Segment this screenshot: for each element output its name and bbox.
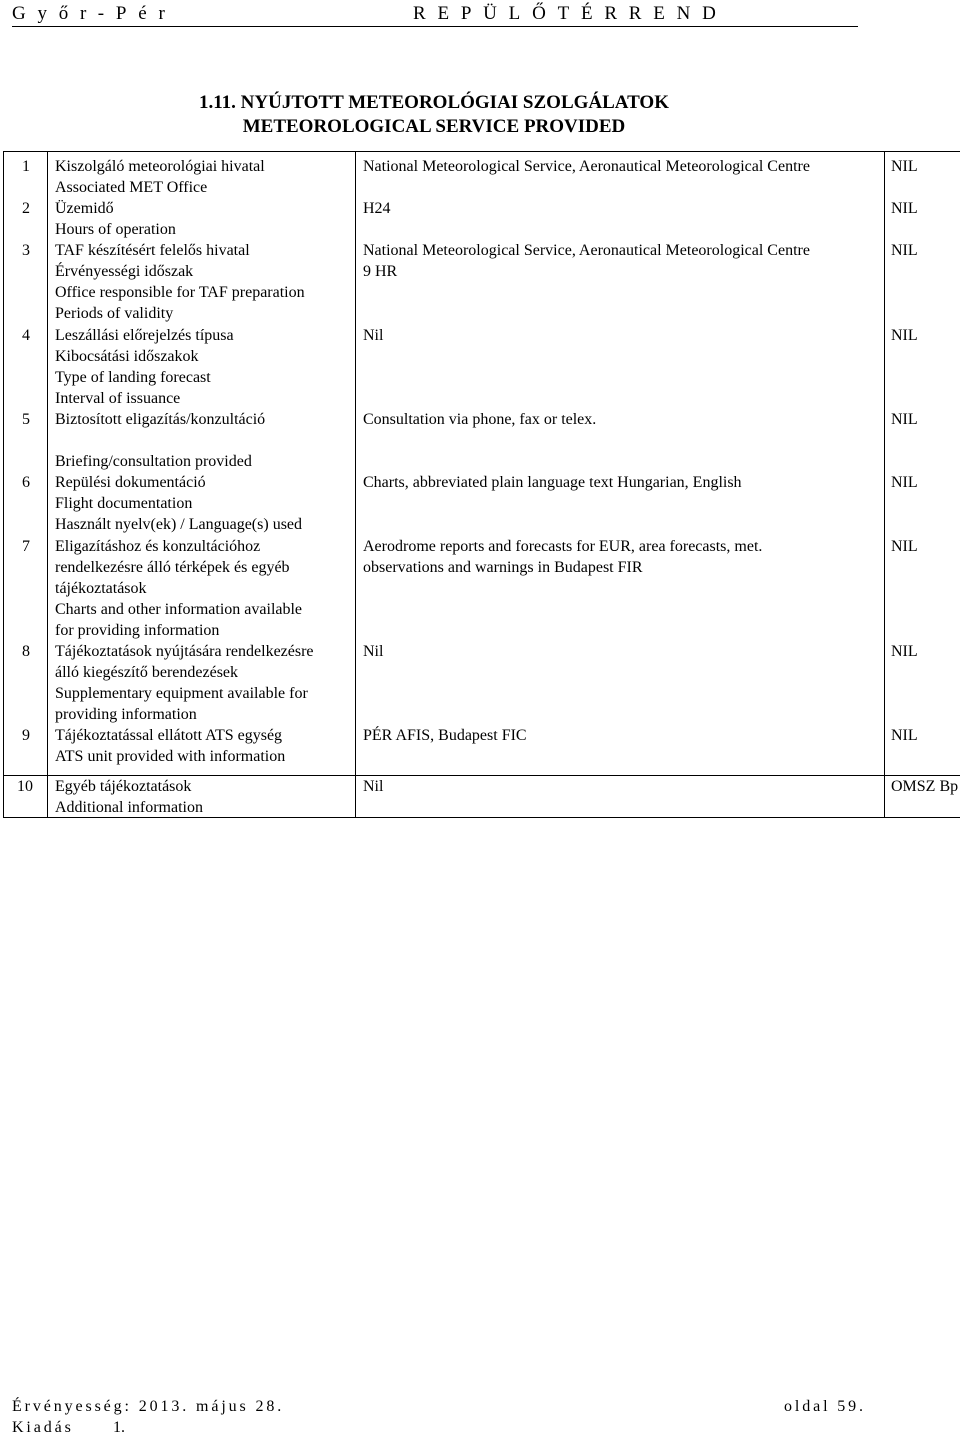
row-value: Nil [363, 778, 384, 795]
row-label: Charts and other information available [55, 601, 303, 618]
row-label: Üzemidő [55, 200, 114, 217]
row-remark: NIL [891, 411, 918, 428]
row-value: Nil [363, 643, 384, 660]
row-label: Periods of validity [55, 305, 174, 322]
row-remark: NIL [891, 327, 918, 344]
footer-validity-date: Érvényesség: 2013. május 28. [12, 1398, 285, 1415]
footer-edition-label: Kiadás [12, 1419, 74, 1436]
row-label: for providing information [55, 622, 220, 639]
row-number: 2 [22, 200, 30, 217]
row-label: Associated MET Office [55, 179, 208, 196]
footer-edition-value: 1. [113, 1419, 125, 1436]
row-remark: NIL [891, 158, 918, 175]
row-label: Briefing/consultation provided [55, 453, 252, 470]
row-label: Tájékoztatással ellátott ATS egység [55, 727, 283, 744]
row-value: 9 HR [363, 263, 398, 280]
section-title-hungarian: 1.11. NYÚJTOTT METEOROLÓGIAI SZOLGÁLATOK [198, 92, 669, 113]
met-service-table [0, 151, 960, 818]
row-number: 5 [22, 411, 30, 428]
row-label: Kiszolgáló meteorológiai hivatal [55, 158, 265, 175]
row-value: National Meteorological Service, Aeronautical Meteorological Centre [363, 158, 810, 175]
row-label: Additional information [55, 799, 203, 816]
row-number: 8 [22, 643, 30, 660]
table-border-left [3, 151, 4, 818]
table-divider-label [355, 151, 356, 818]
row-value: Consultation via phone, fax or telex. [363, 411, 597, 428]
header-aerodrome-name: Győr-Pér [12, 3, 177, 24]
footer-page-number: oldal 59. [784, 1398, 866, 1415]
row-label: Biztosított eligazítás/konzultáció [55, 411, 266, 428]
row-number: 1 [22, 158, 30, 175]
row-remark: NIL [891, 643, 918, 660]
row-label: Tájékoztatások nyújtására rendelkezésre [55, 643, 314, 660]
row-label: providing information [55, 706, 197, 723]
row-label: Eligazításhoz és konzultációhoz [55, 538, 261, 555]
row-number: 9 [22, 727, 30, 744]
row-value: Aerodrome reports and forecasts for EUR, area forecasts, met. [363, 538, 763, 555]
row-remark: OMSZ Bp [891, 778, 959, 795]
row-number: 3 [22, 242, 30, 259]
row-number: 7 [22, 538, 30, 555]
row-label: ATS unit provided with information [55, 748, 286, 765]
row-value: Nil [363, 327, 384, 344]
row-label: Repülési dokumentáció [55, 474, 206, 491]
row-label: Flight documentation [55, 495, 193, 512]
row-label: tájékoztatások [55, 580, 147, 597]
table-border-top [3, 151, 960, 152]
row-remark: NIL [891, 474, 918, 491]
table-divider-number [47, 151, 48, 818]
row-number: 4 [22, 327, 30, 344]
row-label: Supplementary equipment available for [55, 685, 308, 702]
header-underline [12, 26, 858, 27]
table-divider-value [884, 151, 885, 818]
row-label: Hours of operation [55, 221, 176, 238]
row-value: National Meteorological Service, Aeronautical Meteorological Centre [363, 242, 810, 259]
row-label: rendelkezésre álló térképek és egyéb [55, 559, 290, 576]
row-value: Charts, abbreviated plain language text Hungarian, English [363, 474, 742, 491]
row-label: Használt nyelv(ek) / Language(s) used [55, 516, 303, 533]
row-label: álló kiegészítő berendezések [55, 664, 239, 681]
row-label: Office responsible for TAF preparation [55, 284, 305, 301]
row-remark: NIL [891, 200, 918, 217]
row-value: H24 [363, 200, 391, 217]
row-label: Interval of issuance [55, 390, 181, 407]
header-document-title: REPÜLŐTÉRREND [413, 3, 728, 24]
row-remark: NIL [891, 242, 918, 259]
row-value: observations and warnings in Budapest FIR [363, 559, 643, 576]
row-label: Egyéb tájékoztatások [55, 778, 192, 795]
row-value: PÉR AFIS, Budapest FIC [363, 727, 527, 744]
row-label: TAF készítésért felelős hivatal [55, 242, 250, 259]
row-number: 10 [17, 778, 33, 795]
row-label: Érvényességi időszak [55, 263, 194, 280]
row-label: Type of landing forecast [55, 369, 211, 386]
row-label: Kibocsátási időszakok [55, 348, 199, 365]
row-label: Leszállási előrejelzés típusa [55, 327, 234, 344]
row-number: 6 [22, 474, 30, 491]
row-remark: NIL [891, 727, 918, 744]
section-title-english: METEOROLOGICAL SERVICE PROVIDED [242, 116, 626, 137]
row-remark: NIL [891, 538, 918, 555]
